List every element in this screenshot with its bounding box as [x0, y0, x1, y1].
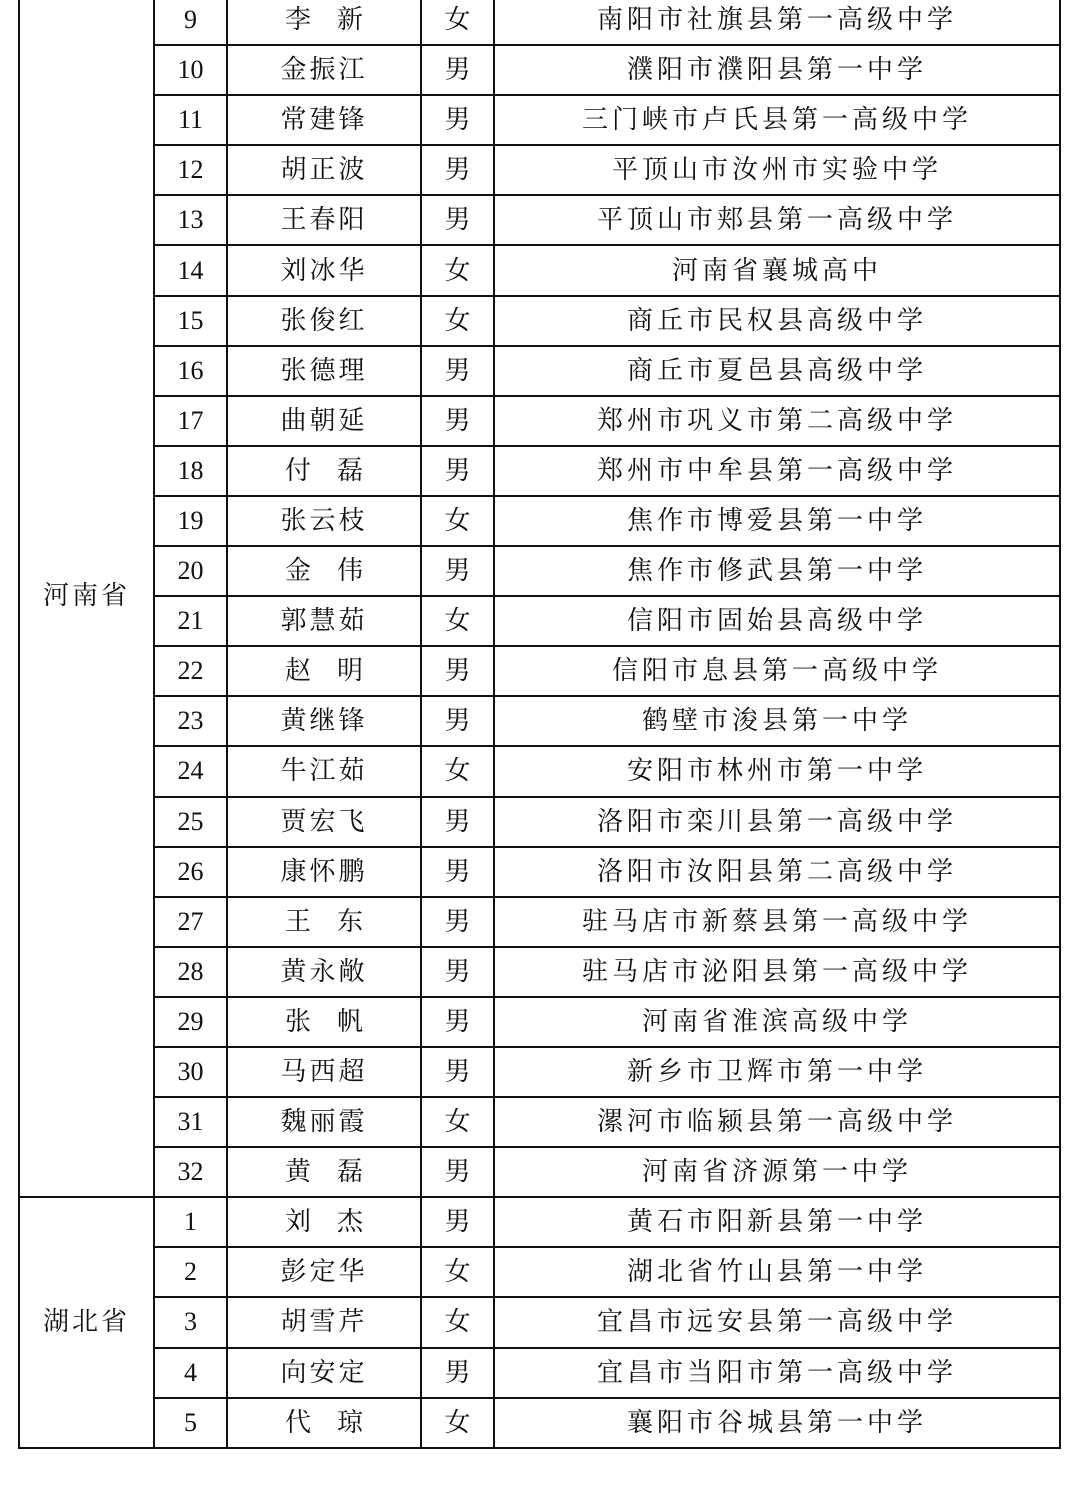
name-cell: 胡雪芹	[227, 1297, 421, 1347]
school-cell: 襄阳市谷城县第一中学	[494, 1398, 1060, 1448]
table-row	[19, 195, 1060, 245]
school-cell: 河南省济源第一中学	[494, 1147, 1060, 1197]
roster-table	[18, 0, 1061, 1449]
table-row	[19, 396, 1060, 446]
number-cell: 3	[154, 1297, 227, 1347]
number-cell: 12	[154, 145, 227, 195]
name-cell: 贾宏飞	[227, 797, 421, 847]
table-row	[19, 1348, 1060, 1398]
school-cell: 濮阳市濮阳县第一中学	[494, 45, 1060, 95]
number-cell: 32	[154, 1147, 227, 1197]
table-row	[19, 1297, 1060, 1347]
name-cell: 魏丽霞	[227, 1097, 421, 1147]
gender-cell: 男	[421, 1147, 494, 1197]
roster-body	[19, 0, 1060, 1448]
table-row	[19, 1398, 1060, 1448]
name-cell: 马西超	[227, 1047, 421, 1097]
number-cell: 4	[154, 1348, 227, 1398]
gender-cell: 男	[421, 45, 494, 95]
school-cell: 郑州市巩义市第二高级中学	[494, 396, 1060, 446]
number-cell: 10	[154, 45, 227, 95]
name-cell: 金 伟	[227, 546, 421, 596]
table-row	[19, 847, 1060, 897]
number-cell: 22	[154, 646, 227, 696]
table-row	[19, 296, 1060, 346]
name-cell: 代 琼	[227, 1398, 421, 1448]
table-row	[19, 0, 1060, 45]
table-row	[19, 897, 1060, 947]
name-cell: 付 磊	[227, 446, 421, 496]
school-cell: 河南省淮滨高级中学	[494, 997, 1060, 1047]
table-row	[19, 496, 1060, 546]
number-cell: 23	[154, 696, 227, 746]
name-cell: 张云枝	[227, 496, 421, 546]
table-row	[19, 95, 1060, 145]
number-cell: 31	[154, 1097, 227, 1147]
gender-cell: 女	[421, 0, 494, 45]
gender-cell: 女	[421, 746, 494, 796]
number-cell: 26	[154, 847, 227, 897]
table-row	[19, 596, 1060, 646]
number-cell: 14	[154, 245, 227, 295]
school-cell: 焦作市博爱县第一中学	[494, 496, 1060, 546]
gender-cell: 男	[421, 396, 494, 446]
number-cell: 20	[154, 546, 227, 596]
gender-cell: 女	[421, 1297, 494, 1347]
table-row	[19, 546, 1060, 596]
number-cell: 19	[154, 496, 227, 546]
name-cell: 王 东	[227, 897, 421, 947]
number-cell: 30	[154, 1047, 227, 1097]
gender-cell: 男	[421, 446, 494, 496]
gender-cell: 男	[421, 696, 494, 746]
number-cell: 11	[154, 95, 227, 145]
gender-cell: 女	[421, 596, 494, 646]
number-cell: 15	[154, 296, 227, 346]
number-cell: 2	[154, 1247, 227, 1297]
school-cell: 宜昌市远安县第一高级中学	[494, 1297, 1060, 1347]
school-cell: 宜昌市当阳市第一高级中学	[494, 1348, 1060, 1398]
school-cell: 安阳市林州市第一中学	[494, 746, 1060, 796]
school-cell: 信阳市息县第一高级中学	[494, 646, 1060, 696]
table-row	[19, 797, 1060, 847]
number-cell: 18	[154, 446, 227, 496]
name-cell: 张 帆	[227, 997, 421, 1047]
school-cell: 河南省襄城高中	[494, 245, 1060, 295]
school-cell: 洛阳市汝阳县第二高级中学	[494, 847, 1060, 897]
gender-cell: 男	[421, 346, 494, 396]
table-row	[19, 1197, 1060, 1247]
name-cell: 胡正波	[227, 145, 421, 195]
gender-cell: 男	[421, 195, 494, 245]
school-cell: 驻马店市新蔡县第一高级中学	[494, 897, 1060, 947]
number-cell: 16	[154, 346, 227, 396]
table-row	[19, 1097, 1060, 1147]
school-cell: 南阳市社旗县第一高级中学	[494, 0, 1060, 45]
school-cell: 漯河市临颍县第一高级中学	[494, 1097, 1060, 1147]
gender-cell: 男	[421, 797, 494, 847]
province-cell: 湖北省	[19, 1197, 154, 1447]
name-cell: 郭慧茹	[227, 596, 421, 646]
name-cell: 张德理	[227, 346, 421, 396]
number-cell: 13	[154, 195, 227, 245]
name-cell: 赵 明	[227, 646, 421, 696]
name-cell: 向安定	[227, 1348, 421, 1398]
school-cell: 新乡市卫辉市第一中学	[494, 1047, 1060, 1097]
number-cell: 21	[154, 596, 227, 646]
school-cell: 焦作市修武县第一中学	[494, 546, 1060, 596]
number-cell: 5	[154, 1398, 227, 1448]
gender-cell: 男	[421, 997, 494, 1047]
number-cell: 28	[154, 947, 227, 997]
number-cell: 17	[154, 396, 227, 446]
table-row	[19, 45, 1060, 95]
school-cell: 商丘市夏邑县高级中学	[494, 346, 1060, 396]
gender-cell: 女	[421, 1247, 494, 1297]
province-cell: 河南省	[19, 0, 154, 1197]
gender-cell: 男	[421, 1047, 494, 1097]
table-row	[19, 145, 1060, 195]
number-cell: 27	[154, 897, 227, 947]
name-cell: 彭定华	[227, 1247, 421, 1297]
table-row	[19, 245, 1060, 295]
school-cell: 鹤壁市浚县第一中学	[494, 696, 1060, 746]
gender-cell: 男	[421, 847, 494, 897]
gender-cell: 女	[421, 496, 494, 546]
number-cell: 25	[154, 797, 227, 847]
number-cell: 29	[154, 997, 227, 1047]
table-row	[19, 446, 1060, 496]
table-row	[19, 997, 1060, 1047]
number-cell: 24	[154, 746, 227, 796]
school-cell: 郑州市中牟县第一高级中学	[494, 446, 1060, 496]
name-cell: 刘冰华	[227, 245, 421, 295]
table-row	[19, 746, 1060, 796]
school-cell: 湖北省竹山县第一中学	[494, 1247, 1060, 1297]
number-cell: 1	[154, 1197, 227, 1247]
name-cell: 康怀鹏	[227, 847, 421, 897]
table-row	[19, 1047, 1060, 1097]
gender-cell: 男	[421, 95, 494, 145]
school-cell: 平顶山市郏县第一高级中学	[494, 195, 1060, 245]
name-cell: 李 新	[227, 0, 421, 45]
gender-cell: 男	[421, 646, 494, 696]
gender-cell: 男	[421, 1197, 494, 1247]
name-cell: 常建锋	[227, 95, 421, 145]
table-row	[19, 646, 1060, 696]
table-row	[19, 1247, 1060, 1297]
school-cell: 黄石市阳新县第一中学	[494, 1197, 1060, 1247]
table-row	[19, 1147, 1060, 1197]
table-row	[19, 346, 1060, 396]
name-cell: 刘 杰	[227, 1197, 421, 1247]
name-cell: 黄 磊	[227, 1147, 421, 1197]
table-row	[19, 696, 1060, 746]
name-cell: 黄永敞	[227, 947, 421, 997]
gender-cell: 男	[421, 546, 494, 596]
school-cell: 商丘市民权县高级中学	[494, 296, 1060, 346]
gender-cell: 男	[421, 947, 494, 997]
school-cell: 洛阳市栾川县第一高级中学	[494, 797, 1060, 847]
name-cell: 张俊红	[227, 296, 421, 346]
name-cell: 金振江	[227, 45, 421, 95]
table-row	[19, 947, 1060, 997]
school-cell: 平顶山市汝州市实验中学	[494, 145, 1060, 195]
name-cell: 曲朝延	[227, 396, 421, 446]
name-cell: 王春阳	[227, 195, 421, 245]
school-cell: 信阳市固始县高级中学	[494, 596, 1060, 646]
school-cell: 三门峡市卢氏县第一高级中学	[494, 95, 1060, 145]
gender-cell: 女	[421, 296, 494, 346]
gender-cell: 男	[421, 1348, 494, 1398]
number-cell: 9	[154, 0, 227, 45]
school-cell: 驻马店市泌阳县第一高级中学	[494, 947, 1060, 997]
gender-cell: 女	[421, 1398, 494, 1448]
gender-cell: 女	[421, 1097, 494, 1147]
gender-cell: 男	[421, 145, 494, 195]
gender-cell: 男	[421, 897, 494, 947]
name-cell: 黄继锋	[227, 696, 421, 746]
name-cell: 牛江茹	[227, 746, 421, 796]
gender-cell: 女	[421, 245, 494, 295]
